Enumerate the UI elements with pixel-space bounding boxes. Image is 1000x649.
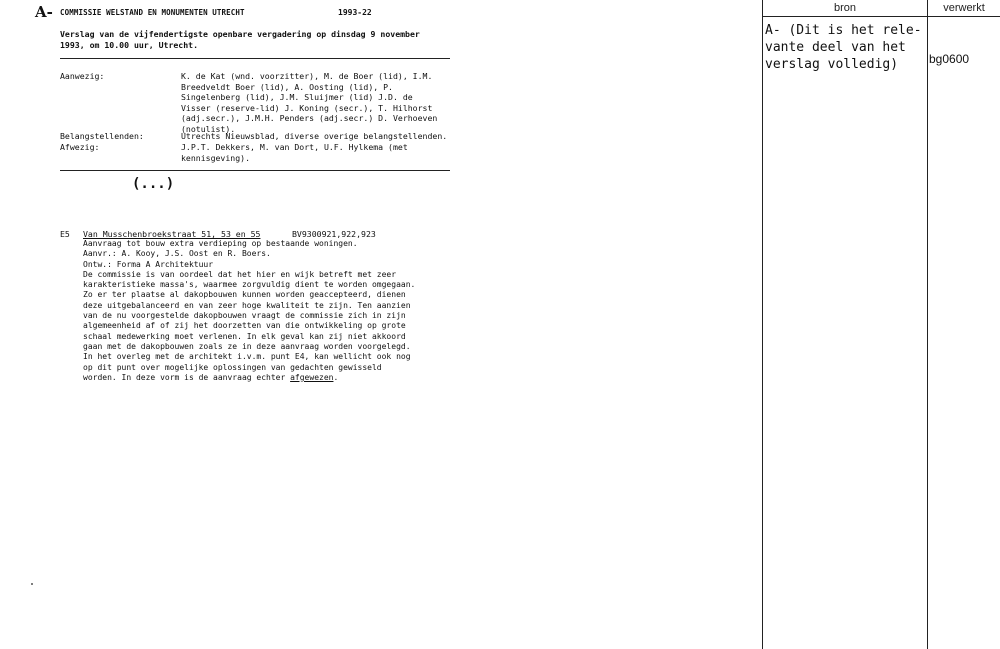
- item-number: E5: [60, 229, 70, 239]
- column-header-verwerkt: verwerkt: [943, 2, 985, 14]
- attendance-value-absent: J.P.T. Dekkers, M. van Dort, U.F. Hylkema (met kennisgeving).: [181, 142, 408, 163]
- item-body: [83, 239, 463, 383]
- attendance-label-present: Aanwezig:: [60, 71, 105, 81]
- item-body-text: Aanvraag tot bouw extra verdieping op bestaande woningen. Aanvr.: A. Kooy, J.S. Oost en R. Boers. Ontw.: Forma A Architektuur De commissie is van oordeel dat het hier en wijk betreft met zeer karakteristieke massa's, waarmee zorgvuldig dient te worden omgegaan. Zo er ter plaatse al dakopbouwen kunnen worden geaccepteerd, dienen deze uitgebalanceerd en van zeer hoge kwaliteit te zijn. Ten aanzien van de nu voorgestelde dakopbouwen vraagt de commissie zich in zijn algemeenheid af of zij het doorzetten van die ontwikkeling op grote schaal medewerking moet verlenen. In elk geval kan zij niet akkoord gaan met de dakopbouwen zoals ze in deze aanvraag worden voorgelegd. In het overleg met de architekt i.v.m. punt E4, kan wellicht ook nog op dit punt over mogelijke oplossingen van gedachten gewisseld worden. In deze vorm is de aanvraag echter: [83, 239, 416, 382]
- divider-bottom: [60, 170, 450, 171]
- year-reference: 1993-22: [338, 8, 372, 17]
- attendance-value-present: K. de Kat (wnd. voorzitter), M. de Boer (lid), I.M. Breedveldt Boer (lid), A. Oosting (lid), P. Singelenberg (lid), J.M. Sluijmer (lid) J.D. de Visser (reserve-lid) J. Koning (secr.), T. Hilhorst (adj.secr.), J.M.H. Penders (adj.secr.) D. Verhoeven (notulist).: [181, 71, 438, 134]
- margin-mark: A-: [35, 3, 53, 21]
- table-header-divider: [762, 16, 1000, 17]
- attendance-value-interested: Utrechts Nieuwsblad, diverse overige belangstellenden.: [181, 131, 448, 141]
- scan-speck: [31, 583, 33, 585]
- column-header-bron: bron: [833, 2, 857, 14]
- item-body-end: .: [333, 372, 339, 382]
- divider-top: [60, 58, 450, 59]
- organization-header: COMMISSIE WELSTAND EN MONUMENTEN UTRECHT: [60, 8, 245, 17]
- attendance-label-interested: Belangstellenden:: [60, 131, 144, 141]
- table-border-middle: [927, 0, 928, 649]
- attendance-label-absent: Afwezig:: [60, 142, 100, 152]
- item-code: BV9300921,922,923: [292, 229, 376, 239]
- item-verdict: afgewezen: [290, 372, 334, 382]
- meeting-title: Verslag van de vijfendertigste openbare vergadering op dinsdag 9 november 1993, om 10.00 uur, Utrecht.: [60, 29, 420, 50]
- table-border-left: [762, 0, 763, 649]
- cell-bron: A- (Dit is het rele- vante deel van het verslag volledig): [765, 23, 922, 72]
- cell-verwerkt: bg0600: [929, 52, 970, 66]
- omission-mark: (...): [132, 176, 175, 192]
- item-street: Van Musschenbroekstraat 51, 53 en 55: [83, 229, 261, 239]
